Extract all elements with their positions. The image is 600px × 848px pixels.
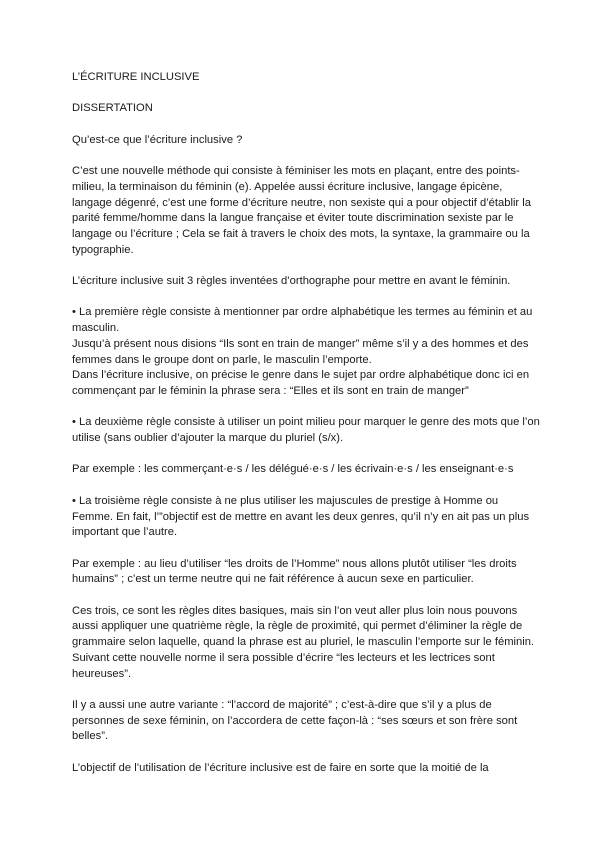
rule-2-paragraph: • La deuxième règle consiste à utiliser un point milieu pour marquer le genre des mots que l’on utilise (sans oublier d’ajouter la marque du pluriel (s/x). — [72, 416, 540, 445]
rule-1-intro: • La première règle consiste à mentionner par ordre alphabétique les termes au féminin et au masculin. — [72, 306, 533, 335]
document-subtitle: DISSERTATION — [72, 102, 153, 115]
majority-paragraph: Il y a aussi une autre variante : “l’accord de majorité” ; c’est-à-dire que s’il y a plus de personnes de sexe féminin, on l’accordera de cette façon-là : “ses sœurs et son frère sont belles”. — [72, 698, 518, 743]
rule-1-line-3: Dans l’écriture inclusive, on précise le genre dans le sujet par ordre alphabétique donc ici en commençant par le féminin la phrase sera : “Elles et ils sont en train de manger” — [72, 369, 530, 397]
final-paragraph: L’objectif de l’utilisation de l’écriture inclusive est de faire en sorte que la moitié de la — [72, 761, 489, 774]
rules-intro-paragraph: L’écriture inclusive suit 3 règles inventées d’orthographe pour mettre en avant le féminin. — [72, 275, 511, 288]
question-heading: Qu’est-ce que l’écriture inclusive ? — [72, 133, 243, 146]
rule-2-example: Par exemple : les commerçant·e·s / les délégué·e·s / les écrivain·e·s / les enseignant·e·s — [72, 463, 514, 476]
rule-3-paragraph: • La troisième règle consiste à ne plus utiliser les majuscules de prestige à Homme ou Femme. En fait, l’”objectif est de mettre en avant les deux genres, qu’il n’y en ait pas un plus important que l’autre. — [72, 494, 530, 539]
document-title: L’ÉCRITURE INCLUSIVE — [72, 71, 200, 83]
proximity-paragraph: Ces trois, ce sont les règles dites basiques, mais sin l’on veut aller plus loin nous pouvons aussi appliquer une quatrième règle, la règle de proximité, qui permet d’éliminer la règle de grammaire selon laquelle, quand la phrase est au pluriel, le masculin l’emporte sur le féminin. Suivant cette nouvelle norme il sera possible d’écrire “les lecteurs et les lectrices sont heureuses”. — [72, 604, 535, 680]
intro-paragraph: C’est une nouvelle méthode qui consiste à féminiser les mots en plaçant, entre des points-milieu, la terminaison du féminin (e). Appelée aussi écriture inclusive, langage épicène, langage dégenré, c’est une forme d’écriture neutre, non sexiste qui a pour objectif d’établir la parité femme/homme dans la langue française et éviter toute discrimination sexiste par le langage ou l’écriture ; Cela se fait à travers le choix des mots, la syntaxe, la grammaire ou la typographie. — [72, 165, 531, 256]
rule-3-example: Par exemple : au lieu d’utiliser “les droits de l’Homme” nous allons plutôt utiliser “les droits humains” ; c’est un terme neutre qui ne fait référence à aucun sexe en particulier. — [72, 557, 517, 586]
rule-1-line-2: Jusqu’à présent nous disions “Ils sont en train de manger” même s’il y a des hommes et des femmes dans le groupe dont on parle, le masculin l’emporte. — [72, 337, 529, 366]
document-body — [72, 70, 542, 792]
